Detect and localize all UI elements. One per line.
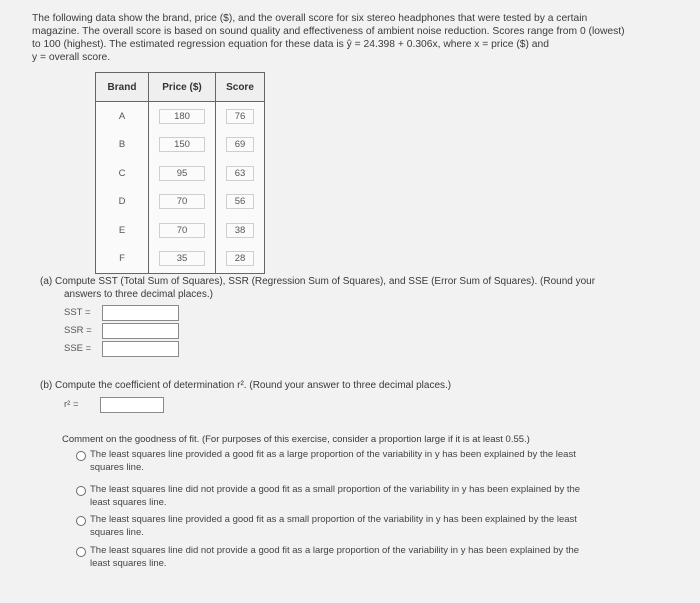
header-brand: Brand [96, 73, 149, 102]
score-cell: 28 [216, 245, 265, 274]
r2-input[interactable] [100, 397, 164, 413]
data-table [95, 72, 265, 274]
option-line: The least squares line provided a good fit as a large proportion of the variability in y has been explained by the least [90, 449, 576, 460]
price-cell: 95 [149, 159, 216, 188]
brand-cell: C [96, 159, 149, 188]
header-price: Price ($) [149, 73, 216, 102]
option-line: squares line. [90, 526, 144, 538]
table-header-row [96, 73, 265, 102]
sst-input[interactable] [102, 305, 179, 321]
option-line: The least squares line did not provide a good fit as a small proportion of the variability in y has been explained by the [90, 484, 581, 495]
table-row [96, 131, 265, 160]
ssr-input[interactable] [102, 323, 179, 339]
radio-icon[interactable] [76, 516, 86, 526]
part-a-line: answers to three decimal places.) [64, 288, 213, 300]
r2-label: r² = [64, 399, 79, 410]
price-cell: 150 [149, 131, 216, 160]
ssr-label: SSR = [64, 325, 92, 336]
part-a-line: (a) Compute SST (Total Sum of Squares), SSR (Regression Sum of Squares), and SSE (Error Sum of Squares). (Round your [40, 276, 596, 287]
intro-line: The following data show the brand, price ($), and the overall score for six stereo headphones that were tested by a certain [32, 13, 588, 24]
option-line: The least squares line did not provide a good fit as a large proportion of the variability in y has been explained by the [90, 545, 580, 556]
price-cell: 180 [149, 102, 216, 131]
part-a-prompt [40, 276, 680, 301]
radio-icon[interactable] [76, 547, 86, 557]
score-cell: 38 [216, 216, 265, 245]
score-cell: 69 [216, 131, 265, 160]
table-row [96, 102, 265, 131]
option-line: squares line. [90, 461, 144, 473]
brand-cell: F [96, 245, 149, 274]
intro-line: to 100 (highest). The estimated regression equation for these data is ŷ = 24.398 + 0.306x, where x = price ($) and [32, 39, 549, 50]
radio-icon[interactable] [76, 486, 86, 496]
option-line: least squares line. [90, 557, 167, 569]
intro-line: y = overall score. [32, 52, 111, 63]
intro-line: magazine. The overall score is based on sound quality and effectiveness of ambient noise reduction. Scores range from 0 (lowest) [32, 26, 625, 37]
score-cell: 63 [216, 159, 265, 188]
radio-icon[interactable] [76, 451, 86, 461]
header-score: Score [216, 73, 265, 102]
table-row [96, 245, 265, 274]
brand-cell: A [96, 102, 149, 131]
brand-cell: E [96, 216, 149, 245]
option-line: least squares line. [90, 496, 167, 508]
score-cell: 76 [216, 102, 265, 131]
price-cell: 70 [149, 188, 216, 217]
price-cell: 70 [149, 216, 216, 245]
score-cell: 56 [216, 188, 265, 217]
table-row [96, 159, 265, 188]
sst-label: SST = [64, 307, 91, 318]
table-row [96, 216, 265, 245]
sse-label: SSE = [64, 343, 92, 354]
price-cell: 35 [149, 245, 216, 274]
sse-input[interactable] [102, 341, 179, 357]
brand-cell: B [96, 131, 149, 160]
comment-prompt: Comment on the goodness of fit. (For purposes of this exercise, consider a proportion large if it is at least 0.55.) [62, 434, 530, 445]
option-line: The least squares line provided a good fit as a small proportion of the variability in y has been explained by the least [90, 514, 577, 525]
brand-cell: D [96, 188, 149, 217]
problem-statement [32, 12, 682, 64]
part-b-prompt: (b) Compute the coefficient of determination r². (Round your answer to three decimal places.) [40, 380, 452, 391]
table-row [96, 188, 265, 217]
